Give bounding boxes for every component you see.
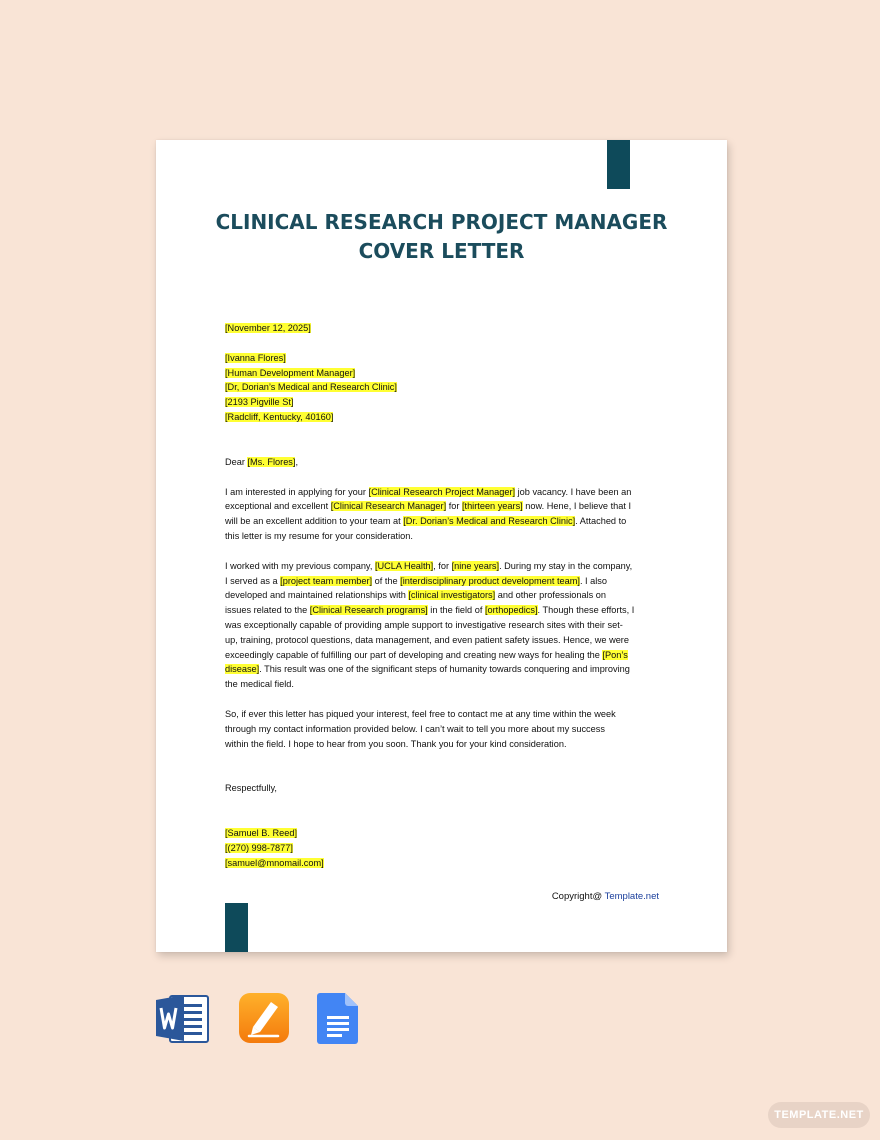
copyright-notice: Copyright@ Template.net (551, 891, 659, 902)
document-title (156, 208, 727, 266)
accent-bar-bottom (225, 903, 248, 952)
template-net-watermark: TEMPLATE.NET (768, 1102, 870, 1128)
title-line-1: CLINICAL RESEARCH PROJECT MANAGER (215, 210, 668, 234)
letter-body (225, 321, 660, 871)
signature-name: [Samuel B. Reed] (225, 828, 298, 839)
paragraph-3: So, if ever this letter has piqued your interest, feel free to contact me at any time within the week through my contact information provided below. I can’t wait to tell you more about my success within the field. I hope to hear from you soon. Thank you for your kind consideration. (225, 708, 616, 749)
recipient-street: [2193 Pigville St] (225, 397, 294, 408)
microsoft-word-icon[interactable] (156, 992, 210, 1044)
paragraph-1: I am interested in applying for your [Clinical Research Project Manager] job vacancy. I have been an exceptional and excellent [Clinical Research Manager] for [thirteen years] now. Hene, I believe that I will be an excellent addition to your team at [Dr. Dorian’s Medical and Research Clinic]. Attached to this letter is my resume for your consideration. (225, 486, 632, 541)
recipient-company: [Dr, Dorian’s Medical and Research Clinic] (225, 382, 397, 393)
recipient-city: [Radcliff, Kentucky, 40160] (225, 411, 334, 422)
title-line-2: COVER LETTER (358, 239, 525, 263)
recipient-position: [Human Development Manager] (225, 367, 356, 378)
accent-bar-top (607, 140, 630, 189)
letter-date: [November 12, 2025] (225, 323, 311, 333)
paragraph-2: I worked with my previous company, [UCLA Health], for [nine years]. During my stay in the company, I served as a [project team member] of the [interdisciplinary product development team]. I also developed and maintained relationships with [clinical investigators] and other professionals on issues related to the [Clinical Research programs] in the field of [orthopedics]. Though these efforts, I was exceptionally capable of providing ample support to investigative research sites with their set- up, training, protocol questions, data management, and even patient safety issues. Hence, we were exceedingly capable of fulfilling our part of developing and creating new ways for healing the [Pon’s disease]. This result was one of the significant steps of humanity towards conquering and improving the medical field. (225, 560, 635, 690)
copyright-link[interactable]: Template.net (604, 891, 659, 902)
signature-phone: [(270) 998-7877] (225, 842, 293, 853)
recipient-name: [Ivanna Flores] (225, 352, 286, 363)
letter-page (156, 140, 727, 952)
signature-email: [samuel@mnomail.com] (225, 857, 324, 868)
closing: Respectfully, (225, 783, 277, 794)
google-docs-icon[interactable] (317, 992, 359, 1044)
apple-pages-icon[interactable] (238, 992, 290, 1044)
salutation: Dear [Ms. Flores], (225, 456, 299, 467)
